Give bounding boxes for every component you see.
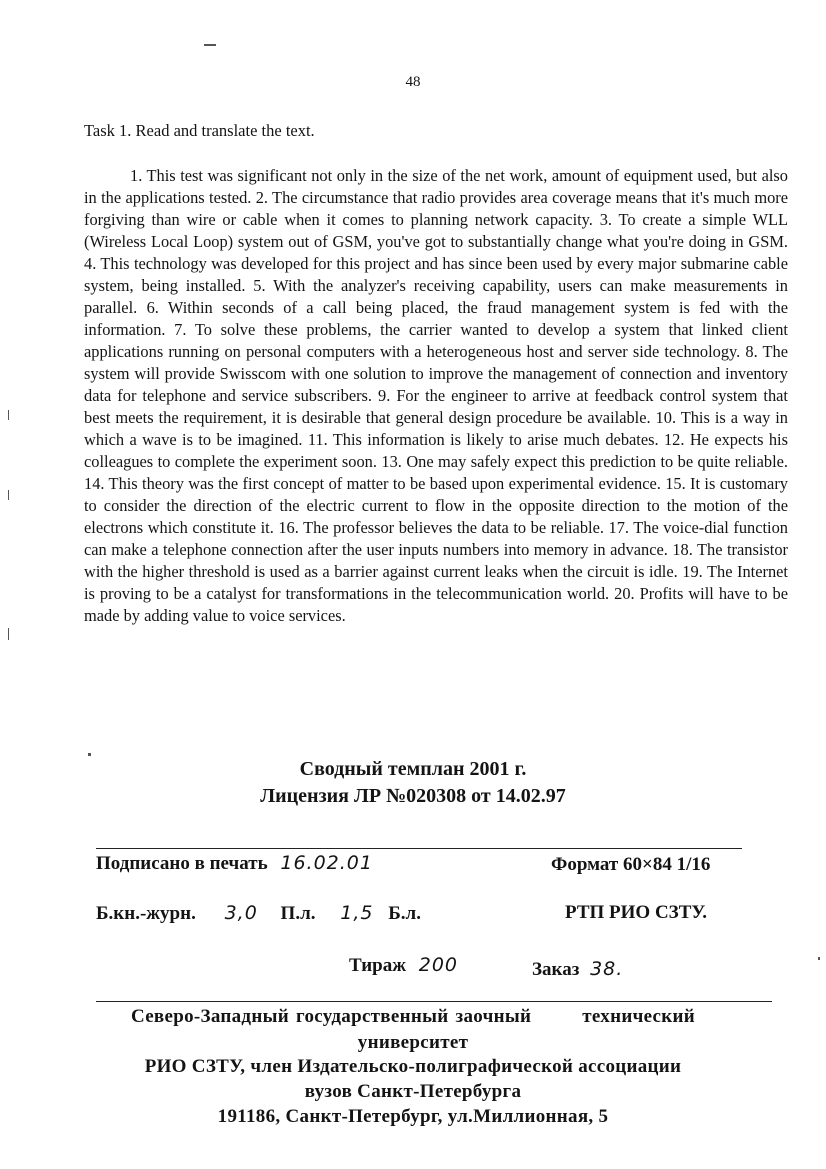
scan-speck [204,44,216,46]
top-divider [96,848,742,849]
bl-label: Б.л. [388,903,421,924]
task-heading: Task 1. Read and translate the text. [84,121,315,140]
format-text: Формат 60×84 1/16 [551,854,711,875]
signed-date: 16.02.01 [280,852,373,874]
order-label: Заказ [532,959,580,980]
publisher-line-1 [0,1004,826,1030]
signed-for-print [96,852,373,875]
publisher-line-2: университет [357,1032,469,1053]
publisher-name-cont: технический [582,1006,696,1027]
scan-speck [818,957,820,960]
pl-label: П.л. [280,903,316,924]
pl-value: 1,5 [340,902,374,924]
publisher-address: 191186, Санкт-Петербург, ул.Миллионная, 5 [217,1106,609,1127]
signed-label: Подписано в печать [96,853,268,874]
print-run-value: 200 [418,954,459,976]
publisher-name: Северо-Западный государственный заочный [130,1006,532,1027]
order-value: 38. [590,958,624,980]
publisher-line-4: вузов Санкт-Петербурга [304,1081,522,1102]
rtp-text: РТП РИО СЗТУ. [565,902,707,923]
license-line: Лицензия ЛР №020308 от 14.02.97 [260,785,566,807]
scan-speck [8,410,9,420]
print-run-label: Тираж [349,955,406,976]
bottom-divider [96,1001,772,1002]
page-number: 48 [405,74,421,90]
scan-speck [8,628,9,640]
book-value: 3,0 [224,902,258,924]
publisher-line-3: РИО СЗТУ, член Издательско-полиграфической ассоциации [144,1056,682,1077]
print-run [349,954,458,977]
order-number [532,958,623,981]
scan-speck [88,753,91,756]
plan-title: Сводный темплан 2001 г. [299,758,527,780]
body-text: 1. This test was significant not only in the size of the net work, amount of equipment used, but also in the applications tested. 2. The circumstance that radio provides area coverage means that it's much more forgiving than wire or cable when it comes to planning network capacity. 3. To create a simple WLL (Wireless Local Loop) system out of GSM, you've got to substantially change what you're doing in GSM. 4. This technology was developed for this project and has since been used by every major submarine cable system, being installed. 5. With the analyzer's receiving capability, users can make measurements in parallel. 6. Within seconds of a call being placed, the fraud management system is fed with the information. 7. To solve these problems, the carrier wanted to develop a system that linked client applications running on personal computers with a heterogeneous host and server side technology. 8. The system will provide Swisscom with one solution to improve the management of connection and inventory data for telephone and service subscribers. 9. For the engineer to arrive at feedback control system that best meets the requirement, it is desirable that general design procedure be available. 10. This is a way in which a wave is to be imagined. 11. This information is likely to arise much debates. 12. He expects his colleagues to complete the experiment soon. 13. One may safely expect this prediction to be quite reliable. 14. This theory was the first concept of matter to be based upon experimental evidence. 15. It is customary to consider the direction of the electric current to flow in the opposite direction to the motion of the electrons which constitute it. 16. The professor believes the data to be reliable. 17. The voice-dial function can make a telephone connection after the user inputs numbers into memory in advance. 18. The transistor with the higher threshold is used as a barrier against current leaks when the circuit is idle. 19. The Internet is proving to be a catalyst for transformations in the telecommunication world. 20. Profits will have to be made by adding value to voice services. [84,166,788,625]
sheet-counts [96,902,421,925]
scan-speck [8,490,9,500]
book-label: Б.кн.-журн. [96,903,196,924]
